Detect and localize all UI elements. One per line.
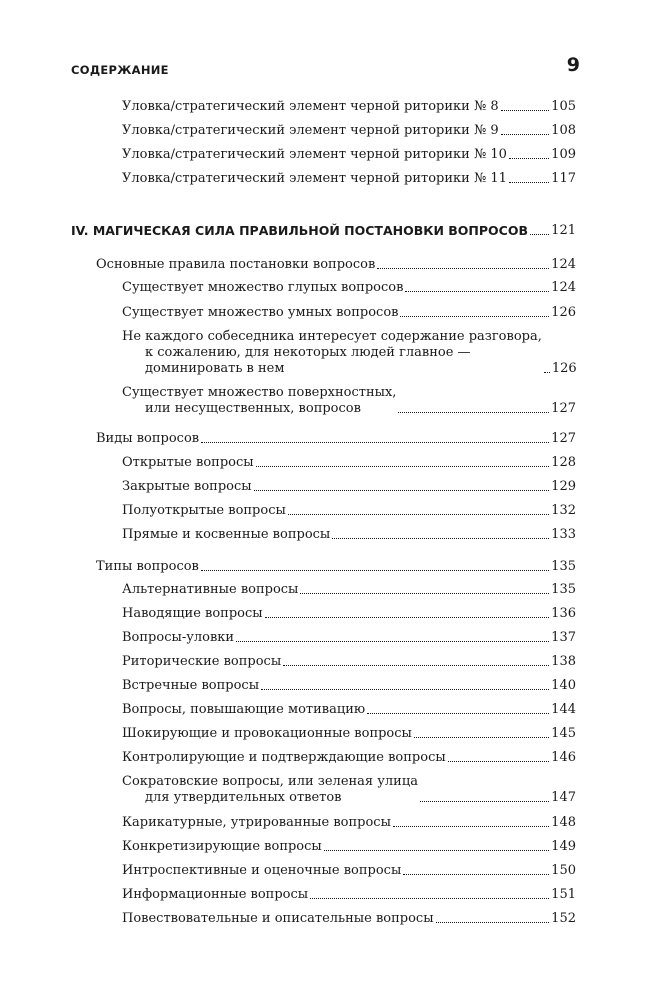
- toc-entry-title-line: для утвердительных ответов: [145, 790, 342, 805]
- toc-entry: [122, 726, 576, 742]
- toc-entry: [122, 527, 576, 543]
- dot-leader: [265, 617, 550, 618]
- dot-leader: [377, 268, 549, 269]
- toc-entry-title: Карикатурные, утрированные вопросы: [122, 815, 391, 830]
- toc-entry: [122, 839, 576, 855]
- dot-leader: [332, 538, 549, 539]
- toc-entry: [122, 147, 576, 163]
- toc-entry-title: Вопросы-уловки: [122, 630, 235, 645]
- toc-entry: [122, 479, 576, 495]
- toc-entry-title: Альтернативные вопросы: [122, 582, 299, 597]
- toc-entry: [122, 171, 576, 187]
- dot-leader: [403, 874, 549, 875]
- toc-entry-title: Уловка/стратегический элемент черной риторики № 9: [122, 123, 499, 138]
- toc-entry: [122, 887, 576, 903]
- toc-entry-page: 129: [551, 479, 576, 494]
- dot-leader: [393, 826, 549, 827]
- toc-entry-page: 133: [551, 527, 576, 542]
- toc-entry-page: 151: [551, 887, 576, 902]
- dot-leader: [509, 158, 549, 159]
- toc-entry-page: 124: [551, 257, 576, 272]
- toc-chapter-heading: [71, 223, 576, 239]
- toc-entry-page: 121: [551, 223, 576, 238]
- dot-leader: [324, 850, 549, 851]
- toc-entry-page: 117: [551, 171, 576, 186]
- toc-entry-page: 146: [551, 750, 576, 765]
- toc-entry-page: 145: [551, 726, 576, 741]
- toc-entry-title: Шокирующие и провокационные вопросы: [122, 726, 412, 741]
- toc-entry-title: Уловка/стратегический элемент черной риторики № 8: [122, 99, 499, 114]
- toc-entry-title-line: к сожалению, для некоторых людей главное —: [145, 345, 471, 360]
- toc-entry-title: Встречные вопросы: [122, 678, 260, 693]
- toc-entry-title-line: или несущественных, вопросов: [145, 401, 361, 416]
- toc-entry-title: Повествовательные и описательные вопросы: [122, 911, 434, 926]
- toc-entry-page: 126: [551, 361, 577, 376]
- toc-entry-title: Уловка/стратегический элемент черной риторики № 10: [122, 147, 507, 162]
- toc-entry: [122, 385, 576, 417]
- toc-entry: [122, 606, 576, 622]
- toc-entry: [122, 774, 576, 806]
- toc-entry: [122, 280, 576, 296]
- toc-entry-title: Информационные вопросы: [122, 887, 309, 902]
- dot-leader: [448, 761, 549, 762]
- toc-entry-title: Прямые и косвенные вопросы: [122, 527, 331, 542]
- toc-entry-title-line: доминировать в нем: [145, 361, 285, 376]
- dot-leader: [405, 291, 549, 292]
- dot-leader: [501, 110, 550, 111]
- toc-entry-title: Уловка/стратегический элемент черной риторики № 11: [122, 171, 507, 186]
- toc-entry-page: 126: [551, 305, 576, 320]
- toc-entry: [122, 678, 576, 694]
- toc-chapter-title: IV. МАГИЧЕСКАЯ СИЛА ПРАВИЛЬНОЙ ПОСТАНОВКИ ВОПРОСОВ: [71, 223, 529, 238]
- dot-leader: [400, 316, 549, 317]
- toc-entry: [122, 863, 576, 879]
- toc-entry: [122, 911, 576, 927]
- dot-leader: [420, 801, 549, 802]
- toc-entry: [122, 99, 576, 115]
- toc-entry-title: Риторические вопросы: [122, 654, 282, 669]
- toc-entry-title: Вопросы, повышающие мотивацию: [122, 702, 366, 717]
- toc-entry: [122, 123, 576, 139]
- toc-entry-title: Существует множество глупых вопросов: [122, 280, 404, 295]
- toc-entry-title: Полуоткрытые вопросы: [122, 503, 286, 518]
- dot-leader: [367, 713, 549, 714]
- toc-entry: [122, 815, 576, 831]
- toc-entry: [122, 630, 576, 646]
- dot-leader: [398, 412, 549, 413]
- toc-subsection: [96, 559, 576, 575]
- toc-entry-page: 144: [551, 702, 576, 717]
- toc-entry-page: 127: [551, 431, 576, 446]
- toc-entry-page: 136: [551, 606, 576, 621]
- toc-subsection: [96, 257, 576, 273]
- toc-entry-title: Контролирующие и подтверждающие вопросы: [122, 750, 446, 765]
- toc-entry-page: 147: [551, 790, 576, 805]
- toc-entry-title: [122, 774, 418, 806]
- toc-entry-page: 127: [551, 401, 576, 416]
- toc-entry: [122, 750, 576, 766]
- toc-entry: [122, 503, 576, 519]
- toc-entry-title: Закрытые вопросы: [122, 479, 252, 494]
- toc-entry-page: 135: [551, 582, 576, 597]
- toc-entry-title: [122, 329, 542, 377]
- toc-entry-page: 109: [551, 147, 576, 162]
- running-header-title: СОДЕРЖАНИЕ: [71, 63, 169, 77]
- dot-leader: [501, 134, 550, 135]
- toc-entry: [122, 582, 576, 598]
- toc-entry-title: Виды вопросов: [96, 431, 200, 446]
- dot-leader: [310, 898, 549, 899]
- dot-leader: [201, 442, 549, 443]
- toc-entry-page: 132: [551, 503, 576, 518]
- toc-entry-page: 138: [551, 654, 576, 669]
- dot-leader: [283, 665, 549, 666]
- toc-entry-page: 128: [551, 455, 576, 470]
- toc-entry: [122, 654, 576, 670]
- toc-entry-page: 108: [551, 123, 576, 138]
- toc-entry-title: Наводящие вопросы: [122, 606, 263, 621]
- toc-entry-page: 135: [551, 559, 576, 574]
- dot-leader: [414, 737, 549, 738]
- toc-entry-title: Существует множество умных вопросов: [122, 305, 399, 320]
- toc-entry-title-line: Сократовские вопросы, или зеленая улица: [122, 774, 418, 789]
- toc-entry-page: 105: [551, 99, 576, 114]
- toc-entry-page: 137: [551, 630, 576, 645]
- toc-entry-title: Типы вопросов: [96, 559, 199, 574]
- toc-entry-page: 148: [551, 815, 576, 830]
- toc-entry-page: 149: [551, 839, 576, 854]
- toc-entry-title: Открытые вопросы: [122, 455, 254, 470]
- toc-entry: [122, 329, 576, 377]
- page-number: 9: [566, 54, 580, 76]
- toc-entry: [122, 455, 576, 471]
- toc-entry-page: 124: [551, 280, 576, 295]
- toc-entry: [122, 305, 576, 321]
- dot-leader: [530, 234, 549, 235]
- dot-leader: [544, 372, 550, 373]
- toc-subsection: [96, 431, 576, 447]
- toc-entry-title: [122, 385, 396, 417]
- toc-entry-title-line: Не каждого собеседника интересует содержание разговора,: [122, 329, 542, 344]
- toc-entry-page: 150: [551, 863, 576, 878]
- toc-entry-title: Конкретизирующие вопросы: [122, 839, 322, 854]
- dot-leader: [254, 490, 550, 491]
- dot-leader: [288, 514, 549, 515]
- toc-entry-page: 152: [551, 911, 576, 926]
- toc-entry-page: 140: [551, 678, 576, 693]
- dot-leader: [256, 466, 550, 467]
- dot-leader: [236, 641, 549, 642]
- dot-leader: [509, 182, 549, 183]
- dot-leader: [201, 570, 549, 571]
- toc-entry: [122, 702, 576, 718]
- toc-entry-title: Интроспективные и оценочные вопросы: [122, 863, 402, 878]
- dot-leader: [261, 689, 549, 690]
- dot-leader: [300, 593, 549, 594]
- dot-leader: [436, 922, 550, 923]
- toc-entry-title: Основные правила постановки вопросов: [96, 257, 376, 272]
- toc-entry-title-line: Существует множество поверхностных,: [122, 385, 397, 400]
